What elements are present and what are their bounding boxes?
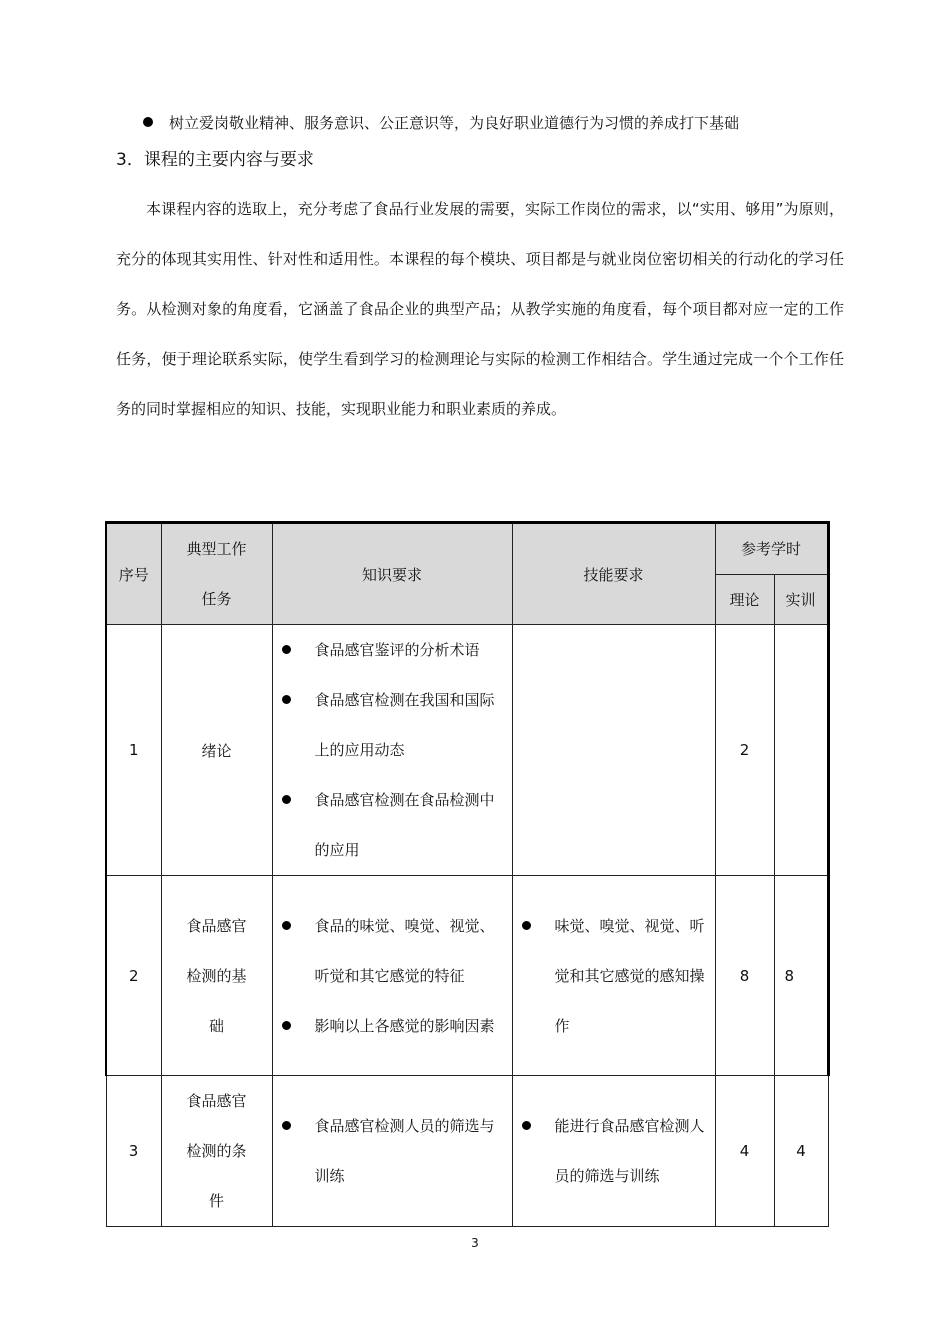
header-knowledge: 知识要求 [272,523,512,625]
page-number: 3 [471,1236,479,1250]
row-theory: 4 [715,1076,774,1227]
intro-bullet-item [143,110,739,136]
table-row [106,1076,828,1227]
row-skill [512,876,715,1076]
knowledge-item: 食品感官鉴评的分析术语 [273,625,506,675]
header-skill: 技能要求 [512,523,715,625]
row-no: 2 [106,876,161,1076]
knowledge-item: 食品感官检测在食品检测中的应用 [273,775,506,875]
row-practice: 8 [774,876,828,1076]
skill-item: 能进行食品感官检测人员的筛选与训练 [513,1101,709,1201]
body-paragraph: 本课程内容的选取上，充分考虑了食品行业发展的需要，实际工作岗位的需求，以“实用、够用”为原则，充分的体现其实用性、针对性和适用性。本课程的每个模块、项目都是与就业岗位密切相关的行动化的学习任务。从检测对象的角度看，它涵盖了食品企业的典型产品；从教学实施的角度看，每个项目都对应一定的工作任务，便于理论联系实际，使学生看到学习的检测理论与实际的检测工作相结合。学生通过完成一个个工作任务的同时掌握相应的知识、技能，实现职业能力和职业素质的养成。 [116,200,844,418]
section-heading: 3．课程的主要内容与要求 [116,150,314,170]
header-hours: 参考学时 [715,523,828,575]
row-no: 3 [106,1076,161,1227]
row-practice: 4 [774,1076,828,1227]
row-task: 食品感官检测的基础 [161,876,272,1076]
row-no: 1 [106,625,161,876]
curriculum-table [105,521,830,1227]
row-task: 食品感官检测的条件 [161,1076,272,1227]
row-skill [512,625,715,876]
header-theory: 理论 [715,574,774,625]
row-theory: 2 [715,625,774,876]
row-task: 绪论 [161,625,272,876]
header-task-line2: 任务 [201,590,232,608]
knowledge-item: 食品的味觉、嗅觉、视觉、听觉和其它感觉的特征 [273,901,506,1001]
row-skill [512,1076,715,1227]
row-practice [774,625,828,876]
row-theory: 8 [715,876,774,1076]
row-knowledge [272,625,512,876]
bullet-icon [143,117,153,127]
header-no: 序号 [106,523,161,625]
knowledge-item: 影响以上各感觉的影响因素 [273,1001,506,1051]
header-task-line1: 典型工作 [186,540,247,558]
knowledge-item: 食品感官检测在我国和国际上的应用动态 [273,675,506,775]
skill-item: 味觉、嗅觉、视觉、听觉和其它感觉的感知操作 [513,901,709,1051]
table-row [106,876,828,1076]
header-practice: 实训 [774,574,828,625]
table-row [106,625,828,876]
knowledge-item: 食品感官检测人员的筛选与训练 [273,1101,506,1201]
row-knowledge [272,1076,512,1227]
header-task [161,523,272,625]
row-knowledge [272,876,512,1076]
intro-bullet-text: 树立爱岗敬业精神、服务意识、公正意识等，为良好职业道德行为习惯的养成打下基础 [169,114,740,132]
